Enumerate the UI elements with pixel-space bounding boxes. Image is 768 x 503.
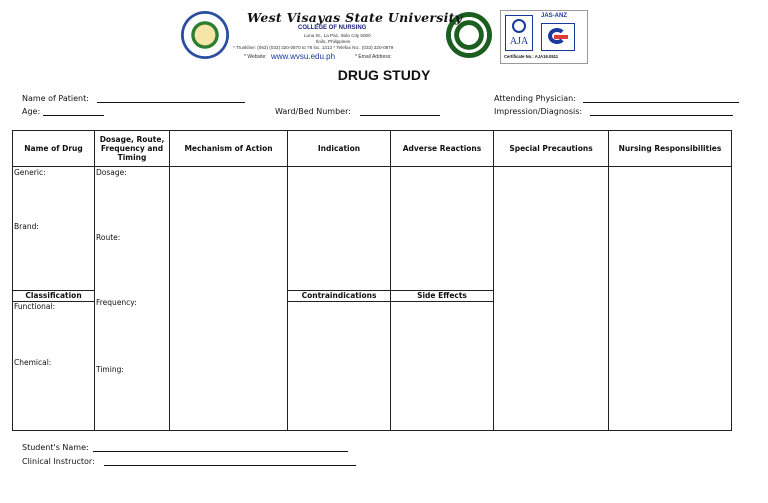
contact-line: * Trunkline: (063) (033) 320-0870 to 78 loc. 1313 * Telefax No.: (033) 320-0879 [233, 45, 394, 50]
indication-cell[interactable] [288, 167, 391, 431]
header-nursing-responsibilities: Nursing Responsibilities [609, 131, 732, 167]
ward-field[interactable] [360, 115, 440, 116]
functional-label: Functional: [14, 302, 56, 311]
timing-label: Timing: [96, 365, 124, 374]
college-name: COLLEGE OF NURSING [298, 25, 367, 31]
classification-heading: Classification [25, 291, 82, 300]
chemical-label: Chemical: [14, 358, 52, 367]
email-label: * Email Address: [355, 54, 392, 60]
header-name-of-drug: Name of Drug [13, 131, 95, 167]
clinical-instructor-label: Clinical Instructor: [22, 457, 95, 466]
table-body-row [13, 167, 732, 431]
route-label: Route: [96, 233, 121, 242]
side-effects-heading: Side Effects [417, 291, 467, 300]
patient-name-label: Name of Patient: [22, 94, 89, 103]
header-adverse-reactions: Adverse Reactions [391, 131, 494, 167]
drug-study-table [12, 130, 732, 431]
frequency-label: Frequency: [96, 298, 137, 307]
website-link[interactable]: www.wvsu.edu.ph [271, 52, 336, 61]
accreditation-logo [500, 10, 588, 64]
drug-name-cell[interactable] [13, 167, 95, 431]
adverse-reactions-cell[interactable] [391, 167, 494, 431]
patient-name-field[interactable] [97, 102, 245, 103]
university-seal-logo [181, 11, 229, 59]
nursing-responsibilities-cell[interactable] [609, 167, 732, 431]
table-header-row [13, 131, 732, 167]
website-label: * Website: [244, 54, 267, 60]
header-dosage: Dosage, Route, Frequency and Timing [95, 131, 170, 167]
aja-mark [505, 15, 533, 51]
jas-anz-label: JAS-ANZ [541, 13, 568, 19]
generic-label: Generic: [14, 168, 46, 177]
dosage-label: Dosage: [96, 168, 127, 177]
clinical-instructor-field[interactable] [104, 465, 356, 466]
jas-anz-mark [541, 23, 575, 51]
diagnosis-field[interactable] [590, 115, 733, 116]
aja-text: AJA [509, 36, 529, 47]
contraindications-heading: Contraindications [301, 291, 377, 300]
student-name-label: Student's Name: [22, 443, 89, 452]
ward-label: Ward/Bed Number: [275, 107, 351, 116]
page-title: DRUG STUDY [337, 67, 431, 83]
header-mechanism: Mechanism of Action [170, 131, 288, 167]
mechanism-cell[interactable] [170, 167, 288, 431]
age-label: Age: [22, 107, 41, 116]
address-line-2: Iloilo, Philippines [316, 39, 351, 44]
header-special-precautions: Special Precautions [494, 131, 609, 167]
special-precautions-cell[interactable] [494, 167, 609, 431]
address-line-1: Luna St., La Paz, Iloilo City 5000 [304, 33, 371, 38]
age-field[interactable] [43, 115, 104, 116]
physician-field[interactable] [583, 102, 739, 103]
student-name-field[interactable] [93, 451, 348, 452]
dosage-cell[interactable] [95, 167, 170, 431]
university-name: West Visayas State University [247, 10, 463, 25]
diagnosis-label: Impression/Diagnosis: [494, 107, 583, 116]
physician-label: Attending Physician: [494, 94, 576, 103]
certificate-number: Certificate No.: AJA16.0511 [504, 54, 559, 59]
brand-label: Brand: [14, 222, 39, 231]
header-indication: Indication [288, 131, 391, 167]
